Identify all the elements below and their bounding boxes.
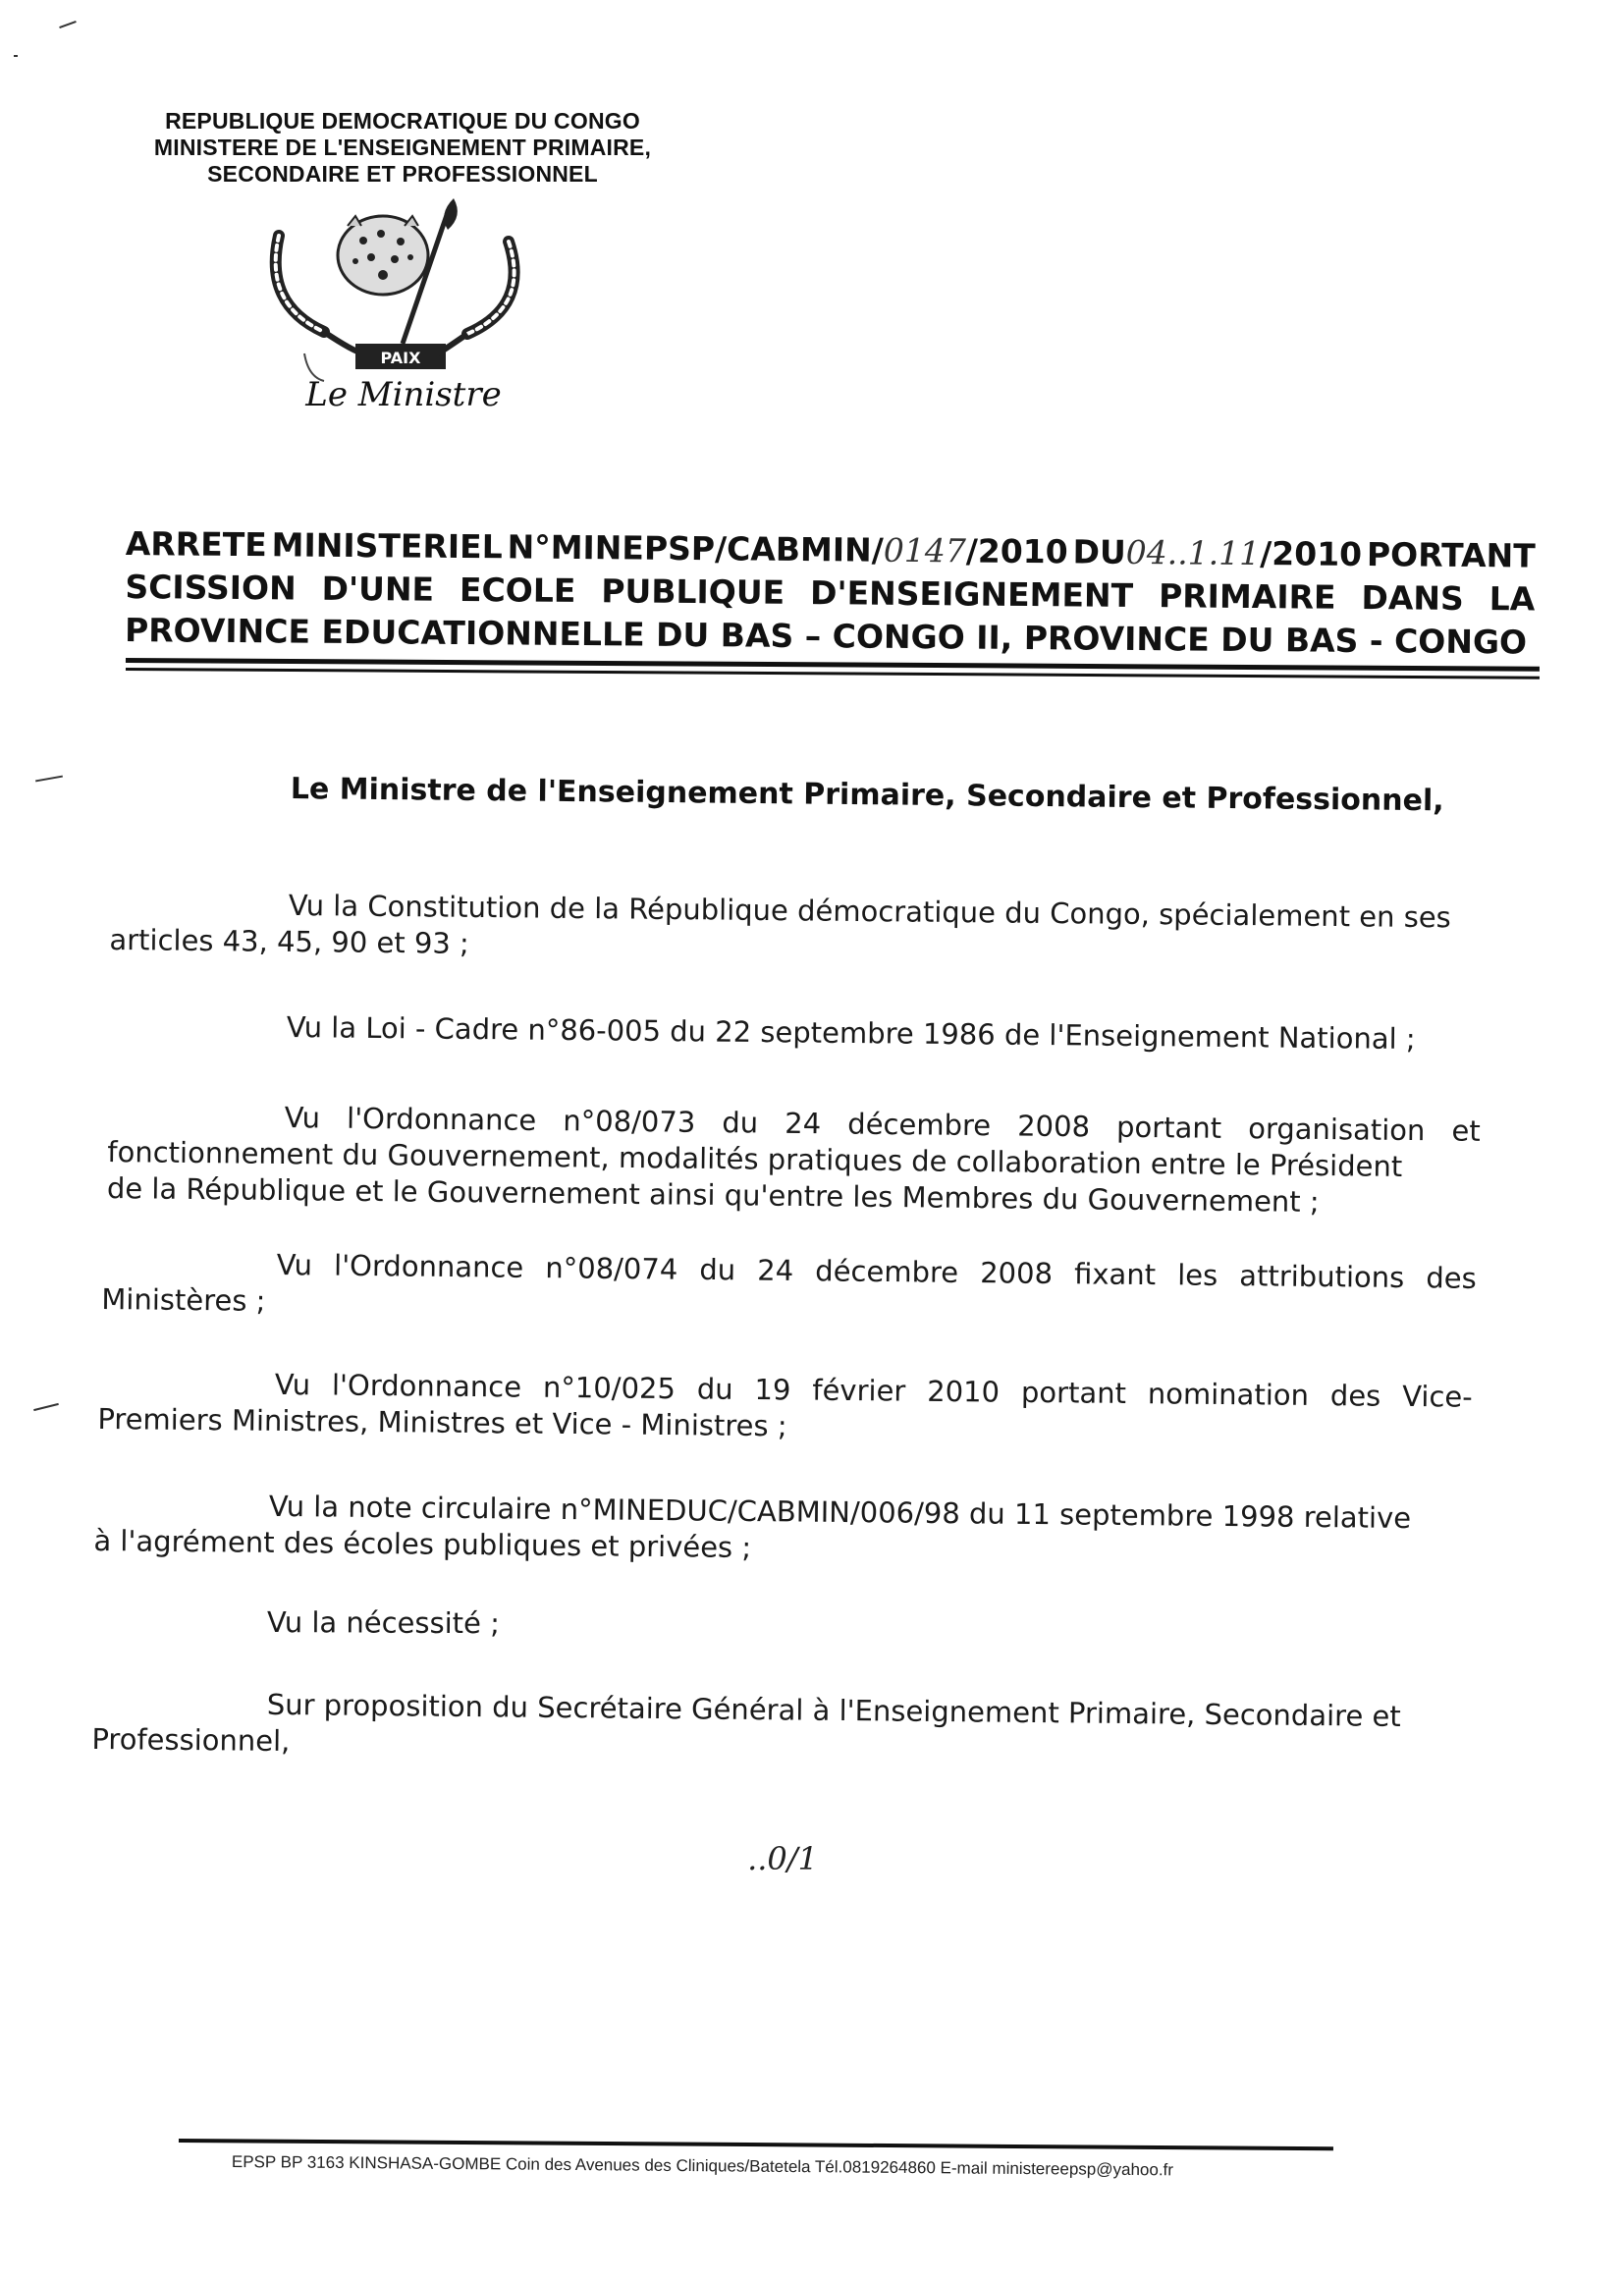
word: l'Ordonnance: [333, 1248, 524, 1284]
word: Vice-: [1402, 1379, 1473, 1414]
minister-heading: Le Ministre de l'Enseignement Primaire, Secondaire et Professionnel,: [290, 772, 1444, 819]
title-word: DANS: [1361, 577, 1464, 618]
title-word: PORTANT: [1366, 535, 1536, 575]
paragraph-line: Ministères ;: [101, 1281, 266, 1318]
word: 24: [785, 1106, 822, 1141]
title-word: ARRETE: [125, 523, 267, 565]
title-word: LA: [1489, 579, 1536, 619]
word: attributions: [1239, 1259, 1405, 1295]
decree-year: /2010: [965, 531, 1068, 571]
word: n°10/025: [542, 1370, 677, 1406]
title-word: D'ENSEIGNEMENT: [809, 573, 1134, 615]
paragraph-line: Vu la Loi - Cadre n°86-005 du 22 septembre 1986 de l'Enseignement National ;: [286, 1010, 1416, 1057]
decree-date-year: /2010: [1260, 534, 1363, 573]
paragraph-note-circulaire: [93, 1487, 1471, 1574]
word: du: [699, 1252, 736, 1287]
decree-number-handwritten: 0147: [883, 530, 966, 570]
title-line-3-text: PROVINCE EDUCATIONNELLE DU BAS – CONGO II, PROVINCE DU BAS - CONGO: [124, 610, 1528, 662]
paragraph-ordonnance-08-073: [107, 1098, 1481, 1222]
title-word: PRIMAIRE: [1158, 576, 1336, 617]
letterhead-ministry: MINISTERE DE L'ENSEIGNEMENT PRIMAIRE,: [153, 135, 652, 160]
word: du: [722, 1106, 759, 1140]
paragraph-line: Vu la nécessité ;: [266, 1605, 500, 1641]
paragraph-line: Sur proposition du Secrétaire Général à l'Enseignement Primaire, Secondaire et: [266, 1687, 1401, 1733]
paragraph-line: à l'agrément des écoles publiques et privées ;: [93, 1523, 752, 1565]
word: des: [1426, 1261, 1477, 1295]
word: n°08/074: [545, 1251, 678, 1286]
letterhead-country: REPUBLIQUE DEMOCRATIQUE DU CONGO: [165, 108, 640, 134]
word: 2008: [980, 1256, 1054, 1290]
paragraph-constitution: [109, 886, 1485, 973]
word: les: [1176, 1258, 1218, 1292]
paragraph-line: Vu la Constitution de la République démocratique du Congo, spécialement en ses: [288, 888, 1451, 935]
paragraph-line: de la République et le Gouvernement ainsi qu'entre les Membres du Gouvernement ;: [106, 1170, 1320, 1220]
word: Vu: [276, 1248, 313, 1282]
word: décembre: [815, 1254, 959, 1289]
scan-mark: [35, 776, 63, 783]
word: des: [1329, 1379, 1381, 1413]
title-word: D'UNE: [321, 569, 435, 609]
paragraph-proposition: [91, 1685, 1469, 1772]
word: 19: [754, 1373, 791, 1407]
paragraph-ordonnance-08-074: [101, 1245, 1477, 1333]
word: 2008: [1017, 1109, 1091, 1144]
paragraph-line: Vu la note circulaire n°MINEDUC/CABMIN/006/98 du 11 septembre 1998 relative: [268, 1489, 1412, 1536]
title-word: ECOLE: [459, 570, 576, 611]
word: du: [696, 1372, 733, 1406]
word: fixant: [1073, 1257, 1157, 1292]
title-word: MINISTERIEL: [271, 525, 503, 567]
word: l'Ordonnance: [346, 1101, 537, 1137]
coat-of-arms-icon: [265, 196, 530, 393]
word: n°08/073: [563, 1104, 696, 1139]
page-number-mark: ..0/1: [747, 1840, 818, 1877]
word: 24: [757, 1253, 794, 1287]
decree-title: [125, 522, 1536, 665]
footer-rule: [179, 2139, 1333, 2150]
paragraph-line: Professionnel,: [91, 1721, 291, 1759]
scan-mark: [14, 55, 18, 57]
word: et: [1451, 1113, 1481, 1148]
seal-motto: PAIX: [380, 349, 421, 367]
paragraph-line: Premiers Ministres, Ministres et Vice - Ministres ;: [97, 1401, 787, 1443]
signature-title: Le Ministre: [305, 375, 502, 414]
scan-mark: [59, 21, 77, 28]
word: nomination: [1147, 1377, 1310, 1412]
paragraph-necessite: [267, 1604, 660, 1643]
title-word: SCISSION: [125, 567, 297, 608]
paragraph-line: articles 43, 45, 90 et 93 ;: [109, 922, 470, 960]
title-word: PUBLIQUE: [601, 571, 785, 612]
word: l'Ordonnance: [331, 1368, 522, 1404]
scan-mark: [33, 1403, 59, 1411]
word: décembre: [847, 1107, 992, 1143]
word: Vu: [274, 1367, 311, 1402]
word: portant: [1020, 1375, 1127, 1410]
letterhead-ministry-cont: SECONDAIRE ET PROFESSIONNEL: [207, 161, 598, 187]
decree-date: [1072, 530, 1362, 576]
word: février: [812, 1373, 906, 1408]
decree-date-handwritten: 04..1.11: [1125, 532, 1261, 573]
footer-contact: EPSP BP 3163 KINSHASA-GOMBE Coin des Avenues des Cliniques/Batetela Tél.0819264860 E-mail ministereepsp@yahoo.fr: [231, 2152, 1174, 2180]
paragraph-loi-cadre: [287, 1009, 1465, 1059]
word: organisation: [1247, 1112, 1426, 1148]
word: portant: [1115, 1110, 1222, 1145]
word: Vu: [284, 1101, 321, 1135]
paragraph-line: fonctionnement du Gouvernement, modalités pratiques de collaboration entre le Président: [107, 1134, 1403, 1183]
word: 2010: [927, 1374, 1001, 1409]
decree-number-prefix: N°MINEPSP/CABMIN/: [507, 527, 884, 570]
title-word: DU: [1072, 532, 1126, 571]
letterhead: [118, 108, 687, 188]
paragraph-ordonnance-10-025: [97, 1365, 1473, 1452]
decree-number: [507, 525, 1068, 573]
